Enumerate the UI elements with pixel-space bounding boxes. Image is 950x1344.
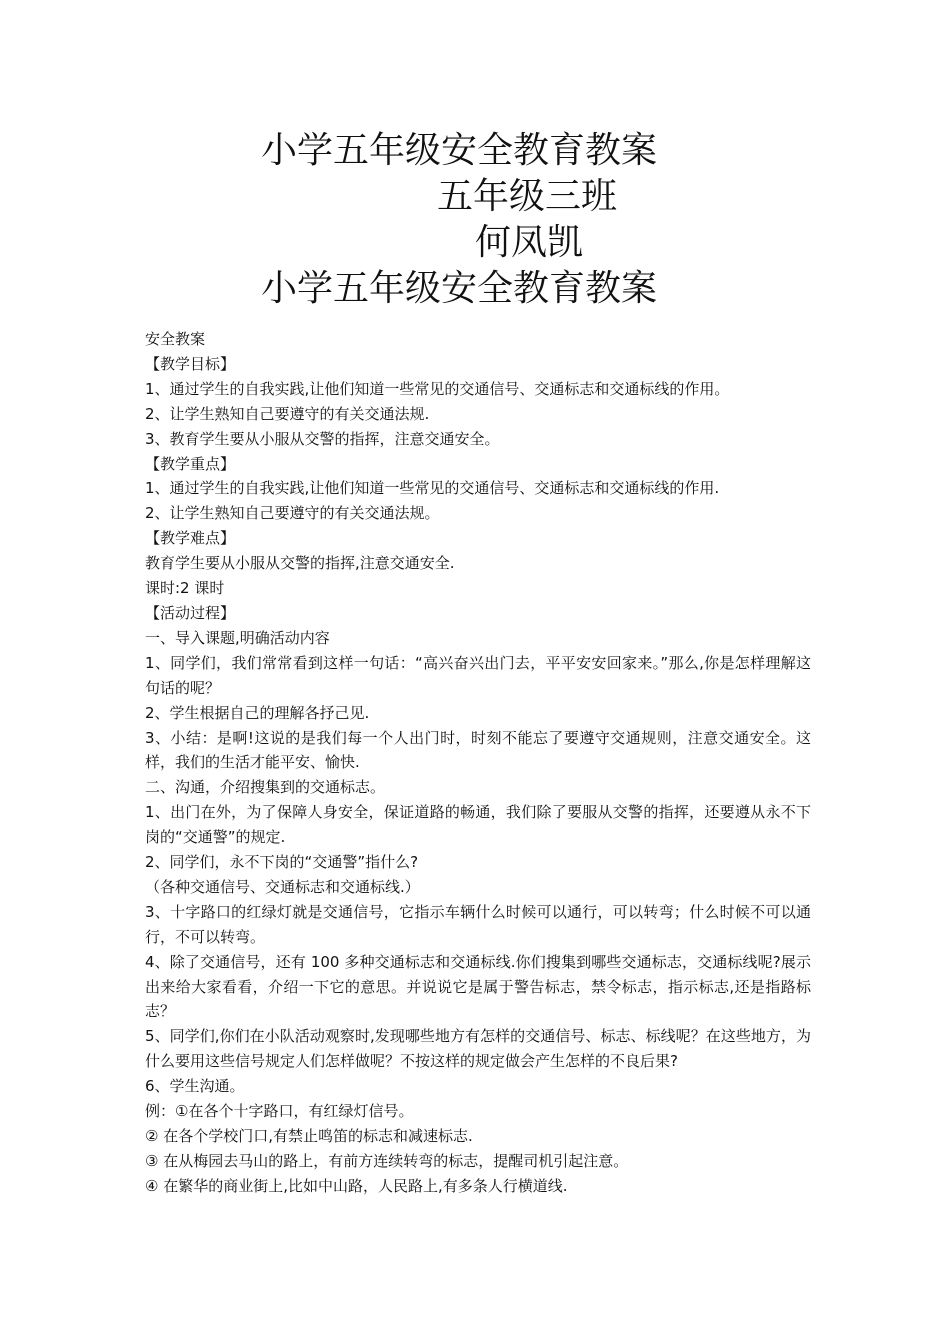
title-block — [0, 128, 950, 312]
document-title: 小学五年级安全教育教案 — [261, 130, 658, 171]
goal-item: 3、教育学生要从小服从交警的指挥，注意交通安全。 — [145, 429, 500, 448]
process-step-heading: 二、沟通，介绍搜集到的交通标志。 — [145, 778, 386, 797]
example-item: ③ 在从梅园去马山的路上，有前方连续转弯的标志，提醒司机引起注意。 — [145, 1151, 629, 1170]
process-paragraph: 2、学生根据自己的理解各抒己见. — [145, 703, 370, 722]
process-paragraph: 1、同学们，我们常常看到这样一句话：“高兴奋兴出门去，平平安安回家来。”那么,你是怎样理解这句话的呢？ — [145, 653, 811, 697]
example-item: 例：①在各个十字路口，有红绿灯信号。 — [145, 1102, 414, 1121]
section-heading-process: 【活动过程】 — [145, 603, 236, 622]
process-paragraph: 6、学生沟通。 — [145, 1077, 245, 1096]
process-paragraph: 1、出门在外，为了保障人身安全，保证道路的畅通，我们除了要服从交警的指挥，还要遵从永不下岗的“交通警”的规定. — [145, 803, 811, 847]
section-heading-goals: 【教学目标】 — [145, 354, 236, 373]
difficulty-text: 教育学生要从小服从交警的指挥,注意交通安全. — [145, 554, 455, 573]
document-body — [145, 327, 811, 1199]
process-paragraph: 4、除了交通信号，还有 100 多种交通标志和交通标线.你们搜集到哪些交通标志，交通标线呢?展示出来给大家看看，介绍一下它的意思。并说说它是属于警告标志，禁令标志，指示标志,还是指路标志？ — [145, 952, 811, 1021]
process-paragraph: （各种交通信号、交通标志和交通标线.） — [145, 877, 420, 896]
document-title-repeat: 小学五年级安全教育教案 — [261, 268, 658, 309]
process-paragraph: 5、同学们,你们在小队活动观察时,发现哪些地方有怎样的交通信号、标志、标线呢？在这些地方，为什么要用这些信号规定人们怎样做呢？不按这样的规定做会产生怎样的不良后果? — [145, 1027, 811, 1071]
process-paragraph: 3、小结：是啊!这说的是我们每一个人出门时，时刻不能忘了要遵守交通规则，注意交通安全。这样，我们的生活才能平安、愉快. — [145, 728, 811, 772]
section-heading-difficulty: 【教学难点】 — [145, 529, 236, 548]
class-name: 五年级三班 — [437, 176, 618, 217]
focus-item: 1、通过学生的自我实践,让他们知道一些常见的交通信号、交通标志和交通标线的作用. — [145, 479, 720, 498]
goal-item: 1、通过学生的自我实践,让他们知道一些常见的交通信号、交通标志和交通标线的作用。 — [145, 379, 730, 398]
example-item: ④ 在繁华的商业街上,比如中山路，人民路上,有多条人行横道线. — [145, 1176, 568, 1195]
goal-item: 2、让学生熟知自己要遵守的有关交通法规. — [145, 404, 430, 423]
section-label: 安全教案 — [145, 330, 206, 348]
example-item: ② 在各个学校门口,有禁止鸣笛的标志和减速标志. — [145, 1127, 473, 1145]
process-paragraph: 2、同学们，永不下岗的“交通警”指什么? — [145, 853, 419, 872]
focus-item: 2、让学生熟知自己要遵守的有关交通法规。 — [145, 504, 440, 523]
process-paragraph: 3、十字路口的红绿灯就是交通信号，它指示车辆什么时候可以通行，可以转弯；什么时候不可以通行，不可以转弯。 — [145, 902, 811, 946]
process-step-heading: 一、导入课题,明确活动内容 — [145, 628, 330, 647]
section-heading-focus: 【教学重点】 — [145, 454, 236, 473]
lesson-hours: 课时:2 课时 — [145, 579, 225, 598]
author-name: 何凤凯 — [475, 222, 584, 263]
